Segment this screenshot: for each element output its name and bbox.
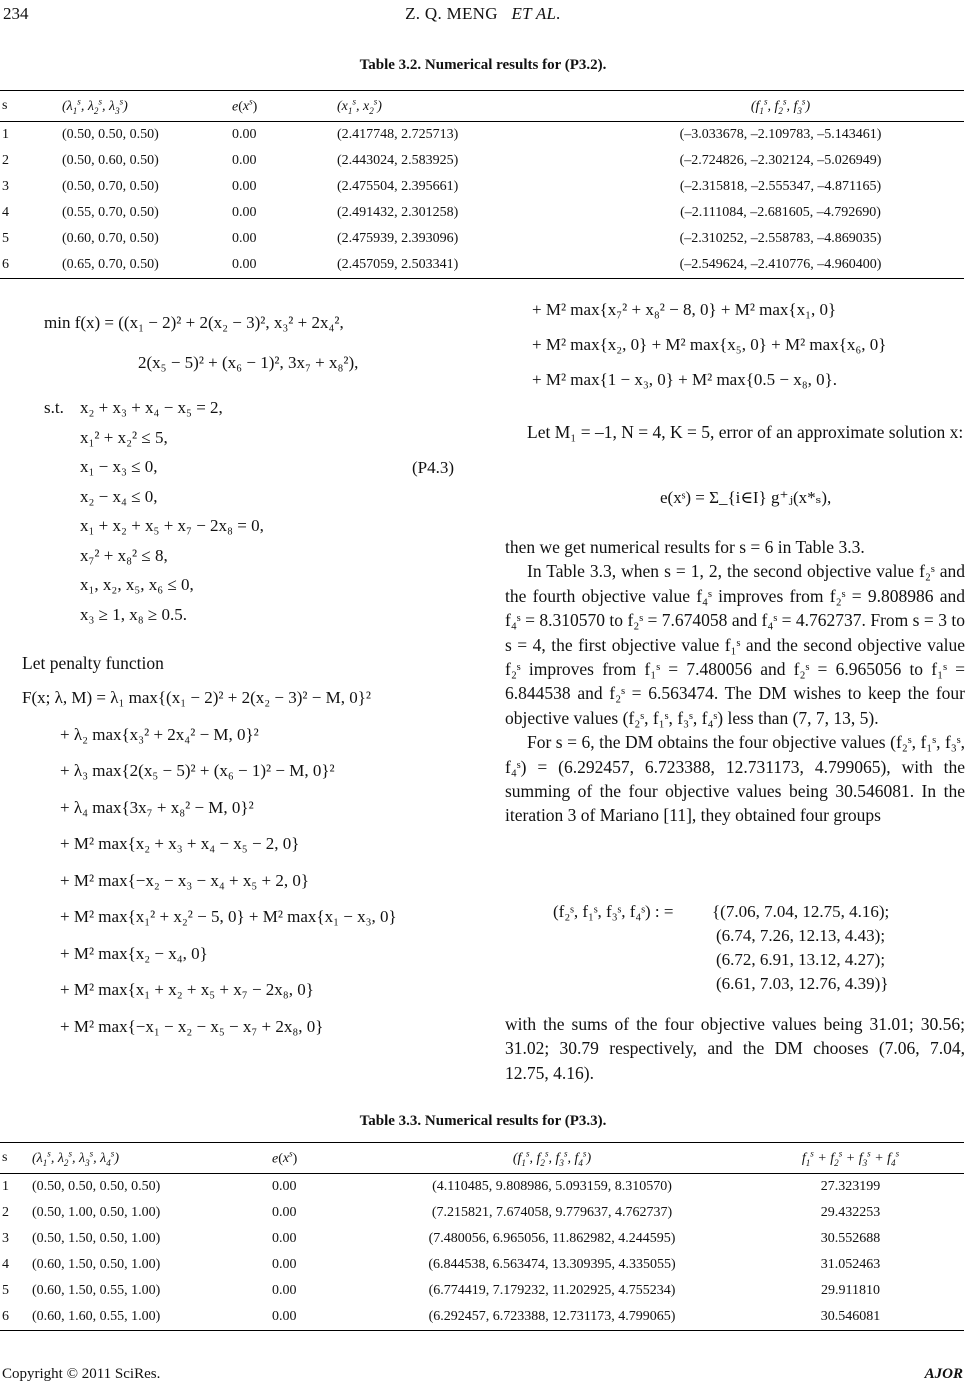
cell-f: (–2.549624, –2.410776, –4.960400) <box>679 257 882 272</box>
cell-lambda: (0.55, 0.70, 0.50) <box>62 205 159 220</box>
constraint-line: x₁² + x₂² ≤ 5, <box>80 427 168 447</box>
penalty-line: + λ₃ max{2(x₅ − 5)² + (x₆ − 1)² − M, 0}² <box>60 761 335 780</box>
penalty-line: + M² max{−x₁ − x₂ − x₅ − x₇ + 2x₈, 0} <box>60 1016 324 1036</box>
table-row <box>0 174 964 200</box>
page-number: 234 <box>3 4 29 23</box>
cell-x: (2.457059, 2.503341) <box>337 257 459 272</box>
col-f: ($f_1^s$, $f_2^s$, $f_3^s$, $f_4^s$) <box>512 1148 592 1168</box>
st-label: s.t. <box>44 398 64 417</box>
cell-x: (2.491432, 2.301258) <box>337 205 459 220</box>
running-title: Z. Q. MENG ET AL. <box>405 4 561 23</box>
cell-s: 6 <box>2 257 9 272</box>
cell-lambda: (0.50, 0.50, 0.50) <box>62 127 159 142</box>
cell-lambda: (0.50, 0.50, 0.50, 0.50) <box>32 1179 161 1194</box>
cell-error: 0.00 <box>232 231 257 246</box>
table-row <box>0 226 964 252</box>
cell-x: (2.475939, 2.393096) <box>337 231 459 246</box>
constraint-line: x₇² + x₈² ≤ 8, <box>80 545 168 565</box>
cell-s: 1 <box>2 1179 9 1194</box>
cell-f: (–2.310252, –2.558783, –4.869035) <box>679 231 882 246</box>
cell-f: (7.215821, 7.674058, 9.779637, 4.762737) <box>431 1205 673 1220</box>
penalty-line: + M² max{1 − x₃, 0} + M² max{0.5 − x₈, 0}. <box>532 370 838 389</box>
cell-error: 0.00 <box>272 1283 297 1298</box>
cell-lambda: (0.50, 0.60, 0.50) <box>62 153 159 168</box>
table-row <box>0 1226 964 1252</box>
cell-error: 0.00 <box>272 1205 297 1220</box>
cell-f: (6.292457, 6.723388, 12.731173, 4.799065) <box>428 1309 676 1324</box>
table-row <box>0 1200 964 1226</box>
table-header-row <box>0 1143 964 1174</box>
cell-sum: 27.323199 <box>820 1179 881 1194</box>
cell-lambda: (0.50, 1.50, 0.50, 1.00) <box>32 1231 161 1246</box>
cell-error: 0.00 <box>232 127 257 142</box>
table-row <box>0 148 964 174</box>
objective-line-1: min f(x) = ((x₁ − 2)² + 2(x₂ − 3)², x₃² + 2x₄², <box>44 313 344 332</box>
col-x: ($x_1^s$, $x_2^s$) <box>337 96 382 116</box>
cell-error: 0.00 <box>272 1257 297 1272</box>
groups-lhs: (f₂ˢ, f₁ˢ, f₃ˢ, f₄ˢ) : = <box>553 902 674 921</box>
cell-s: 3 <box>2 1231 9 1246</box>
table-row <box>0 1304 964 1331</box>
constraint-line: x₁ + x₂ + x₅ + x₇ − 2x₈ = 0, <box>80 516 264 535</box>
cell-sum: 30.546081 <box>820 1309 881 1324</box>
table-header-row <box>0 91 964 122</box>
cell-f: (–2.111084, –2.681605, –4.792690) <box>680 205 881 220</box>
group-tuple: (6.72, 6.91, 13.12, 4.27); <box>716 950 886 969</box>
table-row <box>0 200 964 226</box>
penalty-line: + M² max{x₂, 0} + M² max{x₅, 0} + M² max{x₆, 0} <box>532 335 887 354</box>
cell-error: 0.00 <box>272 1231 297 1246</box>
cell-sum: 29.432253 <box>820 1205 881 1220</box>
col-lambda: ($\lambda_1^s$, $\lambda_2^s$, $\lambda_3^s$) <box>62 96 128 116</box>
table-3-2 <box>0 90 964 279</box>
group-tuple: {(7.06, 7.04, 12.75, 4.16); <box>712 902 890 921</box>
penalty-line: + M² max{x₂ + x₃ + x₄ − x₅ − 2, 0} <box>60 834 300 853</box>
group-tuple: (6.61, 7.03, 12.76, 4.39)} <box>716 974 889 993</box>
cell-s: 1 <box>2 127 9 142</box>
cell-error: 0.00 <box>272 1309 297 1324</box>
col-lambda: ($\lambda_1^s$, $\lambda_2^s$, $\lambda_3^s$, $\lambda_4^s$) <box>32 1148 120 1168</box>
table-row <box>0 122 964 149</box>
col-error: $e(x^s)$ <box>272 1148 298 1167</box>
cell-s: 4 <box>2 1257 9 1272</box>
cell-f: (6.774419, 7.179232, 11.202925, 4.755234) <box>428 1283 676 1298</box>
cell-s: 2 <box>2 1205 9 1220</box>
paragraph-conclusion: with the sums of the four objective values being 31.01; 30.56; 31.02; 30.79 respectively, and the DM chooses (7.06, 7.04, 12.75, 4.16). <box>505 1014 965 1083</box>
cell-s: 6 <box>2 1309 9 1324</box>
cell-sum: 30.552688 <box>820 1231 881 1246</box>
problem-label: (P4.3) <box>412 458 455 477</box>
cell-s: 4 <box>2 205 9 220</box>
constraint-line: x₁ − x₃ ≤ 0, <box>80 457 158 476</box>
cell-s: 5 <box>2 1283 9 1298</box>
cell-sum: 29.911810 <box>821 1283 880 1298</box>
objective-line-2: 2(x₅ − 5)² + (x₆ − 1)², 3x₇ + x₈²), <box>138 353 359 372</box>
cell-lambda: (0.50, 1.00, 0.50, 1.00) <box>32 1205 161 1220</box>
cell-x: (2.417748, 2.725713) <box>337 127 459 142</box>
cell-lambda: (0.60, 1.50, 0.55, 1.00) <box>32 1283 161 1298</box>
col-f: ($f_1^s$, $f_2^s$, $f_3^s$) <box>750 96 811 116</box>
cell-error: 0.00 <box>232 205 257 220</box>
cell-error: 0.00 <box>232 153 257 168</box>
cell-error: 0.00 <box>232 179 257 194</box>
cell-s: 5 <box>2 231 9 246</box>
penalty-line: + M² max{x₁ + x₂ + x₅ + x₇ − 2x₈, 0} <box>60 980 314 999</box>
cell-f: (–2.315818, –2.555347, –4.871165) <box>679 179 882 194</box>
cell-lambda: (0.60, 1.60, 0.55, 1.00) <box>32 1309 161 1324</box>
constraint-line: x₂ + x₃ + x₄ − x₅ = 2, <box>80 398 223 417</box>
cell-x: (2.443024, 2.583925) <box>337 153 459 168</box>
constraint-line: x₂ − x₄ ≤ 0, <box>80 486 158 506</box>
table-row <box>0 1278 964 1304</box>
cell-s: 3 <box>2 179 9 194</box>
cell-f: (–3.033678, –2.109783, –5.143461) <box>679 127 882 142</box>
table-3-3 <box>0 1142 964 1331</box>
paragraph-text: then we get numerical results for s = 6 in Table 3.3. In Table 3.3, when s = 1, 2, the second objective value f₂ˢ and the fourth objective value f₄ˢ improves from f₂ˢ = 9.808986 and f₄ˢ = 8.310570 to f₂ˢ = 7.674058 and f₄ˢ = 4.762737. From s = 3 to s = 4, the first objective value f₁ˢ and the second objective value f₂ˢ improves from f₁ˢ = 7.480056 and f₂ˢ = 6.965056 to f₁ˢ = 6.844538 and f₂ˢ = 6.563474. The DM wishes to keep the four objective values (f₂ˢ, f₁ˢ, f₃ˢ, f₄ˢ) less than (7, 7, 13, 5). For s = 6, the DM obtains the four objective values (f₂ˢ, f₁ˢ, f₃ˢ, f₄ˢ) = (6.292457, 6.723388, 12.731173, 4.799065), with the summing of the four objective values being 30.546081. In the iteration 3 of Mariano [11], they obtained four groups <box>505 537 965 826</box>
cell-f: (7.480056, 6.965056, 11.862982, 4.244595) <box>428 1231 676 1246</box>
cell-error: 0.00 <box>232 257 257 272</box>
penalty-line: + M² max{x₂ − x₄, 0} <box>60 943 208 963</box>
penalty-line: + λ₂ max{x₃² + 2x₄² − M, 0}² <box>60 724 259 744</box>
cell-s: 2 <box>2 153 9 168</box>
table-3-2-caption: Table 3.2. Numerical results for (P3.2). <box>359 57 607 73</box>
group-tuple: (6.74, 7.26, 12.13, 4.43); <box>716 926 886 945</box>
cell-f: (–2.724826, –2.302124, –5.026949) <box>679 153 882 168</box>
constraint-line: x₁, x₂, x₅, x₆ ≤ 0, <box>80 575 194 594</box>
cell-x: (2.475504, 2.395661) <box>337 179 459 194</box>
cell-lambda: (0.50, 0.70, 0.50) <box>62 179 159 194</box>
journal-abbrev: AJOR <box>924 1366 963 1382</box>
penalty-intro: Let penalty function <box>22 653 164 673</box>
penalty-line: + M² max{−x₂ − x₃ − x₄ + x₅ + 2, 0} <box>60 870 310 890</box>
copyright-notice: Copyright © 2011 SciRes. <box>2 1366 161 1382</box>
paragraph-params: Let M₁ = –1, N = 4, K = 5, error of an approximate solution x: <box>527 422 964 442</box>
cell-sum: 31.052463 <box>820 1257 881 1272</box>
col-s: s <box>2 1150 8 1165</box>
table-row <box>0 252 964 279</box>
col-sum: $f_1^s + f_2^s + f_3^s + f_4^s$ <box>801 1148 900 1168</box>
penalty-line: F(x; λ, M) = λ₁ max{(x₁ − 2)² + 2(x₂ − 3)² − M, 0}² <box>22 688 371 707</box>
col-s: s <box>2 98 8 113</box>
cell-f: (4.110485, 9.808986, 5.093159, 8.310570) <box>432 1179 672 1194</box>
col-error: $e(x^s)$ <box>232 96 258 115</box>
cell-lambda: (0.60, 0.70, 0.50) <box>62 231 159 246</box>
table-row <box>0 1252 964 1278</box>
cell-error: 0.00 <box>272 1179 297 1194</box>
penalty-line: + λ₄ max{3x₇ + x₈² − M, 0}² <box>60 797 254 817</box>
penalty-line: + M² max{x₇² + x₈² − 8, 0} + M² max{x₁, 0} <box>532 300 837 319</box>
cell-f: (6.844538, 6.563474, 13.309395, 4.335055) <box>428 1257 676 1272</box>
table-row <box>0 1174 964 1201</box>
error-formula: e(xˢ) = Σ_{i∈I} g⁺ⱼ(x*ₛ), <box>660 488 832 507</box>
penalty-line: + M² max{x₁² + x₂² − 5, 0} + M² max{x₁ − x₃, 0} <box>60 907 397 926</box>
constraint-line: x₃ ≥ 1, x₈ ≥ 0.5. <box>80 604 188 624</box>
cell-lambda: (0.60, 1.50, 0.50, 1.00) <box>32 1257 161 1272</box>
cell-lambda: (0.65, 0.70, 0.50) <box>62 257 159 272</box>
table-3-3-caption: Table 3.3. Numerical results for (P3.3). <box>359 1113 607 1129</box>
